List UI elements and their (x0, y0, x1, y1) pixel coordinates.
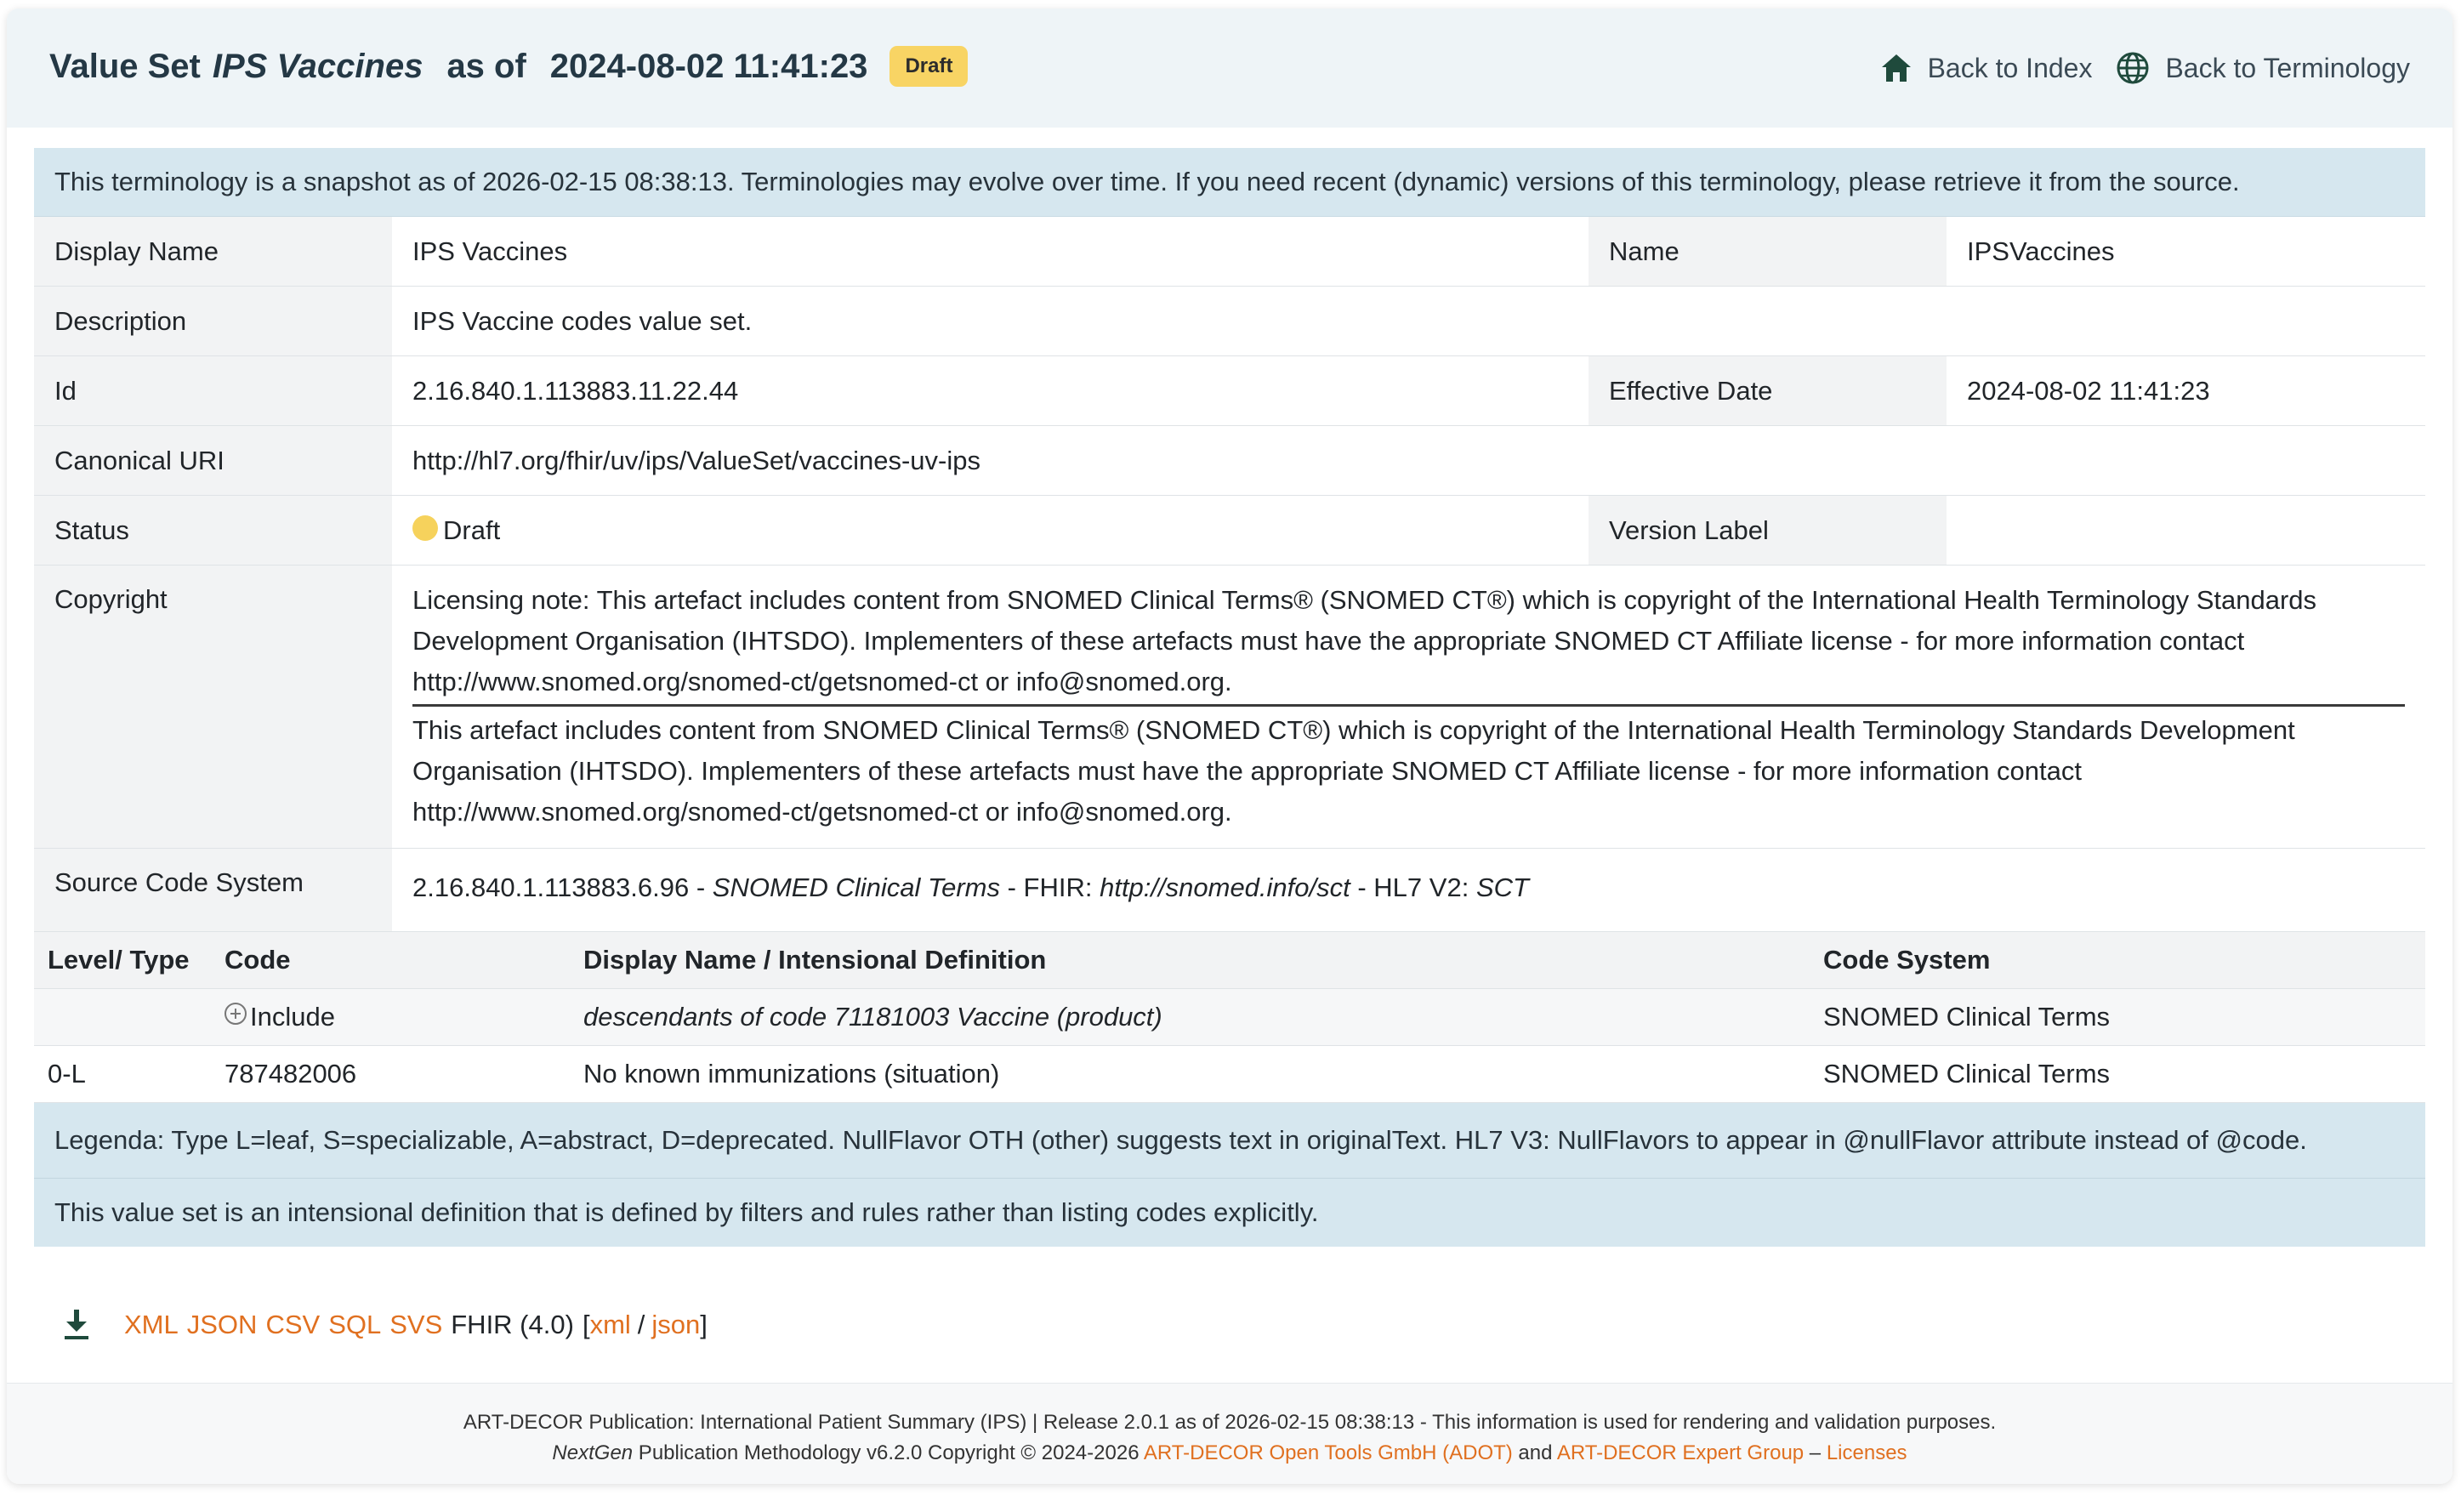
legend-note: Legenda: Type L=leaf, S=specializable, A=abstract, D=deprecated. NullFlavor OTH (other) suggests text in originalText. HL7 V3: NullFlavors to appear in @nullFlavor attribute instead of @code. (34, 1103, 2425, 1179)
download-csv-link[interactable]: CSV (265, 1310, 321, 1339)
source-oid: 2.16.840.1.113883.6.96 (412, 873, 690, 902)
column-header-code: Code (211, 932, 570, 989)
main-content (34, 148, 2425, 1247)
row-description (34, 287, 2425, 356)
cell-display: No known immunizations (situation) (570, 1046, 1810, 1103)
row-canonical-uri (34, 426, 2425, 496)
copyright-label: Copyright (34, 566, 392, 848)
cell-level (34, 989, 211, 1046)
id-label: Id (34, 356, 392, 425)
footer-and: and (1512, 1441, 1557, 1464)
row-status (34, 496, 2425, 566)
globe-icon (2116, 51, 2150, 85)
copyright-licensing-note: Licensing note: This artefact includes content from SNOMED Clinical Terms® (SNOMED CT®) which is copyright of the International Health Terminology Standards Development Organisation (IHTSDO). Implementers of these artefacts must have the appropriate SNOMED CT Affiliate license - for more information contact http://www.snomed.org/snomed-ct/getsnomed-ct or info@snomed.org. (412, 580, 2405, 707)
download-json-link[interactable]: JSON (186, 1310, 258, 1339)
effective-date-label: Effective Date (1589, 356, 1947, 425)
display-name-label: Display Name (34, 217, 392, 286)
intensional-note: This value set is an intensional definition that is defined by filters and rules rather than listing codes explicitly. (34, 1179, 2425, 1247)
plus-circle-icon (225, 1003, 247, 1025)
cell-code (211, 989, 570, 1046)
download-bar (61, 1308, 708, 1342)
row-display-name (34, 217, 2425, 287)
footer-expert-group-link[interactable]: ART-DECOR Expert Group (1556, 1441, 1805, 1464)
row-copyright (34, 566, 2425, 849)
back-to-index-link[interactable] (1880, 53, 2093, 84)
fhir-label: FHIR (4.0) (451, 1310, 574, 1339)
source-fhir-uri: http://snomed.info/sct (1100, 873, 1350, 902)
cell-code-system: SNOMED Clinical Terms (1810, 989, 2425, 1046)
name-value: IPSVaccines (1947, 217, 2425, 286)
row-source-code-system (34, 849, 2425, 932)
column-header-code-system: Code System (1810, 932, 2425, 989)
source-code-system-value (392, 849, 2425, 931)
status-label: Status (34, 496, 392, 565)
column-header-display-name: Display Name / Intensional Definition (570, 932, 1810, 989)
title-date: 2024-08-02 11:41:23 (549, 47, 868, 85)
source-system-name: SNOMED Clinical Terms (712, 873, 1000, 902)
footer-copyright-text: Publication Methodology v6.2.0 Copyright © 2024-2026 (633, 1441, 1144, 1464)
download-xml-link[interactable]: XML (124, 1310, 179, 1339)
table-row (34, 989, 2425, 1046)
include-label: Include (250, 1002, 335, 1032)
cell-code-system: SNOMED Clinical Terms (1810, 1046, 2425, 1103)
description-label: Description (34, 287, 392, 355)
version-label-label: Version Label (1589, 496, 1947, 565)
header-nav (1856, 51, 2410, 85)
footer-nextgen: NextGen (552, 1441, 634, 1464)
cell-display: descendants of code 71181003 Vaccine (product) (570, 989, 1810, 1046)
footer-dash: – (1804, 1441, 1827, 1464)
id-value: 2.16.840.1.113883.11.22.44 (392, 356, 1589, 425)
footer-adot-link[interactable]: ART-DECOR Open Tools GmbH (ADOT) (1143, 1441, 1513, 1464)
page-title (49, 46, 968, 87)
footer-publication-line: ART-DECOR Publication: International Patient Summary (IPS) | Release 2.0.1 as of 2026-02-15 08:38:13 - This information is used for rendering and validation purposes. (463, 1411, 1997, 1434)
source-code-system-label: Source Code System (34, 849, 392, 931)
version-label-value (1947, 496, 2425, 565)
source-v2-prefix: - HL7 V2: (1350, 873, 1476, 902)
cell-code: 787482006 (211, 1046, 570, 1103)
row-id (34, 356, 2425, 426)
title-as-of: as of (446, 47, 526, 85)
home-icon (1880, 53, 1913, 83)
snapshot-notice: This terminology is a snapshot as of 2026-02-15 08:38:13. Terminologies may evolve over time. If you need recent (dynamic) versions of this terminology, please retrieve it from the source. (34, 148, 2425, 217)
value-set-card (7, 9, 2452, 1484)
page-footer (7, 1383, 2452, 1484)
cell-level: 0-L (34, 1046, 211, 1103)
column-header-level-type: Level/ Type (34, 932, 211, 989)
download-sql-link[interactable]: SQL (328, 1310, 382, 1339)
back-to-terminology-label: Back to Terminology (2165, 52, 2410, 83)
download-icon (61, 1308, 92, 1342)
concept-table-header (34, 932, 2425, 989)
status-text: Draft (443, 515, 501, 545)
download-fhir-json-link[interactable]: json (651, 1310, 701, 1339)
source-v2-code: SCT (1475, 873, 1529, 902)
canonical-uri-label: Canonical URI (34, 426, 392, 495)
title-value-set-name: IPS Vaccines (212, 47, 423, 85)
status-value (392, 496, 1589, 565)
display-name-value: IPS Vaccines (392, 217, 1589, 286)
download-svs-link[interactable]: SVS (389, 1310, 443, 1339)
effective-date-value: 2024-08-02 11:41:23 (1947, 356, 2425, 425)
source-separator: - (689, 873, 713, 902)
close-bracket: ] (700, 1310, 708, 1339)
description-value: IPS Vaccine codes value set. (392, 287, 2425, 355)
back-to-index-label: Back to Index (1927, 52, 2093, 83)
download-fhir-xml-link[interactable]: xml (589, 1310, 631, 1339)
status-dot-icon (412, 515, 438, 541)
open-bracket: [ (582, 1310, 590, 1339)
copyright-artefact-note: This artefact includes content from SNOMED Clinical Terms® (SNOMED CT®) which is copyright of the International Health Terminology Standards Development Organisation (IHTSDO). Implementers of these artefacts must have the appropriate SNOMED CT Affiliate license - for more information contact http://www.snomed.org/snomed-ct/getsnomed-ct or info@snomed.org. (412, 715, 2295, 827)
footer-licenses-link[interactable]: Licenses (1826, 1441, 1907, 1464)
name-label: Name (1589, 217, 1947, 286)
title-prefix: Value Set (49, 47, 201, 85)
status-badge: Draft (889, 46, 968, 87)
concept-table (34, 932, 2425, 1103)
source-fhir-prefix: - FHIR: (999, 873, 1100, 902)
back-to-terminology-link[interactable] (2116, 51, 2410, 85)
canonical-uri-value: http://hl7.org/fhir/uv/ips/ValueSet/vaccines-uv-ips (392, 426, 2425, 495)
footer-copyright-line (7, 1438, 2452, 1469)
table-row (34, 1046, 2425, 1103)
page-header (7, 9, 2452, 128)
copyright-value (392, 566, 2425, 848)
slash-separator: / (637, 1310, 645, 1339)
